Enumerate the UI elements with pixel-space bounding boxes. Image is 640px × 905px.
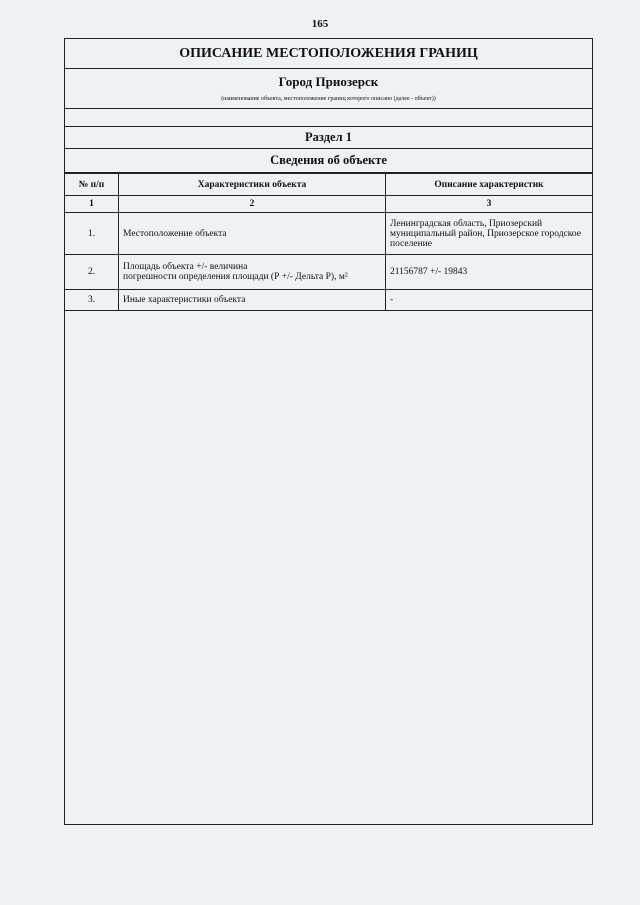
table-row: [65, 290, 592, 311]
object-name-hint: (наименование объекта, местоположение границ которого описано (далее - объект)): [65, 95, 592, 109]
row-characteristic: Иные характеристики объекта: [119, 290, 386, 311]
document-frame: [64, 38, 593, 825]
object-name: Город Приозерск: [278, 74, 379, 89]
index-cell: 2: [119, 196, 386, 213]
row-characteristic-line: погрешности определения площади (Р +/- Дельта Р), м²: [123, 272, 348, 282]
table-row: [65, 213, 592, 255]
header-number: № п/п: [65, 174, 119, 196]
section-label: Раздел 1: [65, 127, 592, 149]
row-number: 3.: [65, 290, 119, 311]
row-description: -: [386, 290, 593, 311]
row-characteristic-line: Площадь объекта +/- величина: [123, 262, 248, 272]
index-cell: 1: [65, 196, 119, 213]
row-description: Ленинградская область, Приозерский муниципальный район, Приозерское городское поселение: [386, 213, 593, 255]
row-number: 1.: [65, 213, 119, 255]
blank-row: [65, 109, 592, 127]
header-description: Описание характеристик: [386, 174, 593, 196]
page-number: 165: [311, 18, 329, 30]
row-number: 2.: [65, 255, 119, 290]
table-row: [65, 255, 592, 290]
section-subtitle: Сведения об объекте: [65, 149, 592, 173]
table-header-row: [65, 174, 592, 196]
row-description: 21156787 +/- 19843: [386, 255, 593, 290]
index-cell: 3: [386, 196, 593, 213]
row-characteristic: Местоположение объекта: [119, 213, 386, 255]
header-characteristic: Характеристики объекта: [119, 174, 386, 196]
document-title: ОПИСАНИЕ МЕСТОПОЛОЖЕНИЯ ГРАНИЦ: [65, 39, 592, 69]
row-characteristic: [119, 255, 386, 290]
object-info-table: [65, 173, 592, 311]
table-index-row: [65, 196, 592, 213]
